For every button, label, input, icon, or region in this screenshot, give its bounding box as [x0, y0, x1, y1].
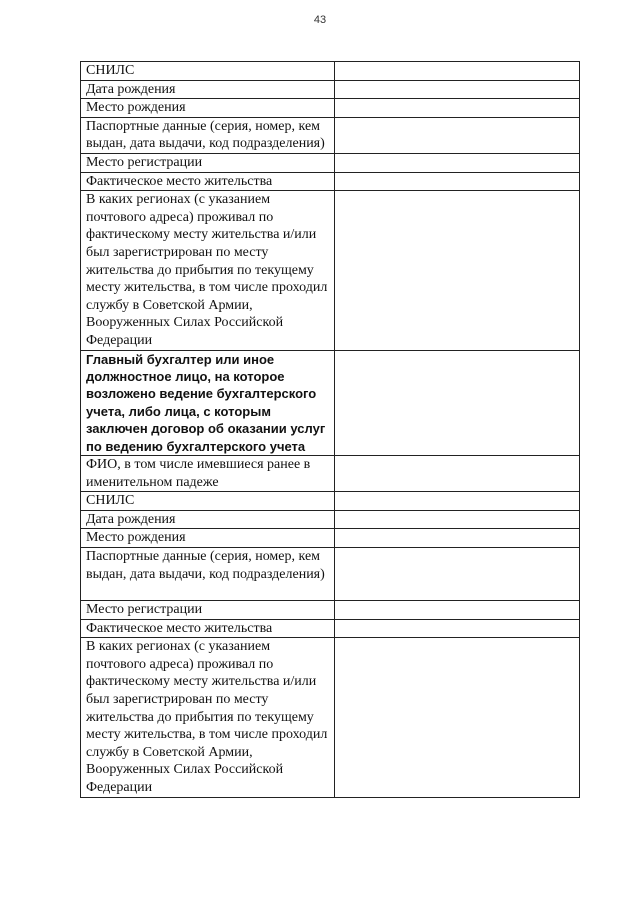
row-label-text: Место рождения — [86, 100, 186, 116]
blank-line-spacer — [86, 583, 330, 600]
row-value-passport[interactable] — [335, 547, 580, 600]
table-row — [81, 62, 580, 81]
row-label-text: Место регистрации — [86, 602, 203, 618]
row-label-birth-place — [81, 529, 335, 548]
row-label-snils — [81, 492, 335, 511]
table-row — [81, 350, 580, 455]
row-label-text: Дата рождения — [86, 511, 176, 527]
row-label-snils — [81, 62, 335, 81]
row-label-regions — [81, 191, 335, 350]
row-label-birth-date — [81, 80, 335, 99]
row-value-regions[interactable] — [335, 638, 580, 797]
table-row — [81, 619, 580, 638]
form-table — [80, 61, 580, 798]
row-label-full-name — [81, 455, 335, 491]
row-value-full-name[interactable] — [335, 455, 580, 491]
table-row — [81, 191, 580, 350]
row-label-text: В каких регионах (с указанием почтового адреса) проживал по фактическому месту жительства и/или был зарегистрирован по месту жительства до прибытия по текущему месту жительства, в том числе проходил службу в Советской Армии, Вооруженных Силах Российской Федерации — [86, 639, 328, 796]
row-label-text: СНИЛС — [86, 493, 135, 509]
row-label-residence — [81, 619, 335, 638]
table-row — [81, 638, 580, 797]
row-label-text: Место рождения — [86, 530, 186, 546]
row-value-registration[interactable] — [335, 601, 580, 620]
row-value-passport[interactable] — [335, 117, 580, 153]
row-label-birth-date — [81, 510, 335, 529]
row-value-birth-date[interactable] — [335, 80, 580, 99]
table-row — [81, 455, 580, 491]
row-label-passport — [81, 547, 335, 600]
row-label-text: Дата рождения — [86, 81, 176, 97]
row-label-text: ФИО, в том числе имевшиеся ранее в именительном падеже — [86, 456, 311, 490]
table-row — [81, 510, 580, 529]
row-label-text: Место регистрации — [86, 154, 203, 170]
row-label-passport — [81, 117, 335, 153]
row-label-text: Паспортные данные (серия, номер, кем выдан, дата выдачи, код подразделения) — [86, 118, 325, 152]
row-value-birth-place[interactable] — [335, 99, 580, 118]
row-value-chief-accountant-section[interactable] — [335, 350, 580, 455]
row-value-registration[interactable] — [335, 153, 580, 172]
row-value-snils[interactable] — [335, 492, 580, 511]
row-label-text: В каких регионах (с указанием почтового адреса) проживал по фактическому месту жительства и/или был зарегистрирован по месту жительства до прибытия по текущему месту жительства, в том числе проходил службу в Советской Армии, Вооруженных Силах Российской Федерации — [86, 192, 328, 348]
row-label-text: Фактическое место жительства — [86, 173, 273, 189]
table-row — [81, 99, 580, 118]
row-label-registration — [81, 153, 335, 172]
row-label-text: Паспортные данные (серия, номер, кем выдан, дата выдачи, код подразделения) — [86, 548, 325, 582]
table-row — [81, 601, 580, 620]
row-label-birth-place — [81, 99, 335, 118]
row-label-chief-accountant-section — [81, 350, 335, 455]
row-label-residence — [81, 172, 335, 191]
table-row — [81, 172, 580, 191]
table-row — [81, 80, 580, 99]
table-row — [81, 529, 580, 548]
table-row — [81, 547, 580, 600]
page-number: 43 — [313, 14, 327, 26]
table-row — [81, 117, 580, 153]
row-value-residence[interactable] — [335, 172, 580, 191]
table-row — [81, 153, 580, 172]
row-value-birth-place[interactable] — [335, 529, 580, 548]
row-label-text: СНИЛС — [86, 63, 135, 78]
row-value-birth-date[interactable] — [335, 510, 580, 529]
row-value-regions[interactable] — [335, 191, 580, 350]
row-value-snils[interactable] — [335, 62, 580, 81]
row-value-residence[interactable] — [335, 619, 580, 638]
row-label-registration — [81, 601, 335, 620]
row-label-text: Фактическое место жительства — [86, 620, 273, 636]
row-label-text: Главный бухгалтер или иное должностное лицо, на которое возложено ведение бухгалтерского учета, либо лица, с которым заключен договор об оказании услуг по ведению бухгалтерского учета — [86, 351, 326, 454]
table-row — [81, 492, 580, 511]
row-label-regions — [81, 638, 335, 797]
